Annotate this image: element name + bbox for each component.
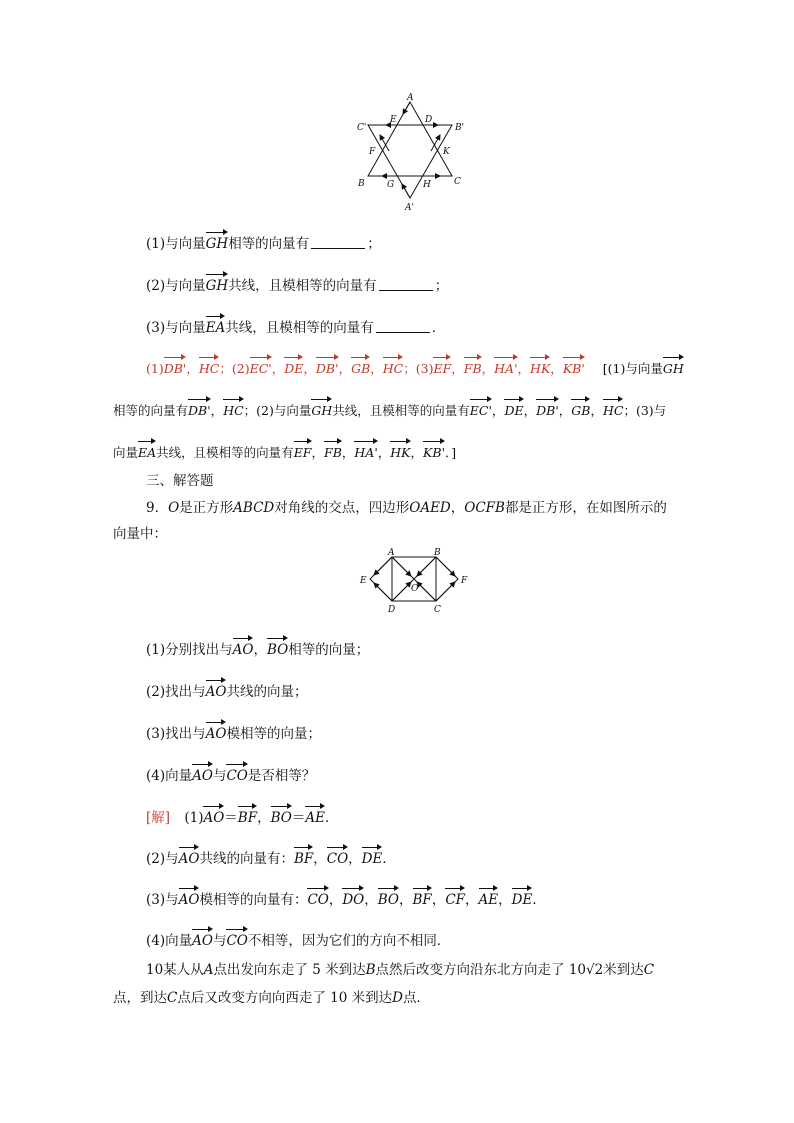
q10-line1: 10某人从A点出发向东走了 5 米到达B点然后改变方向沿东北方向走了 10√2米到达C [146,962,655,978]
label-A: A [388,548,395,558]
label-E: E [390,115,397,125]
section-title: 三、解答题 [146,473,214,489]
square-figure [355,545,475,620]
label-A: A [407,93,414,103]
label-A1: A' [405,203,414,213]
answer-blank [379,277,433,291]
solution9-line2: (2)与AO共线的向量有：BF，CO，DE． [146,843,396,869]
triangle-abc [368,102,452,176]
label-O: O [411,584,419,594]
answer-blank [376,319,430,333]
q9-part2: (2)找出与AO共线的向量； [146,676,307,702]
label-B: B [434,548,441,558]
q9-part1: (1)分别找出与AO，BO相等的向量； [146,634,369,660]
q8-part3: (3)与向量EA共线，且模相等的向量有 ． [146,312,445,338]
label-B1: B' [455,123,465,133]
q9-intro-line1: 9．O是正方形ABCD对角线的交点，四边形OAED，OCFB都是正方形，在如图所示的 [146,500,667,516]
label-C: C [434,605,441,615]
answer8-line2: 相等的向量有DB'，HC；(2)与向量GH共线，且模相等的向量有EC'，DE，DB'，GB，HC；(3)与 [113,395,666,421]
label-D: D [425,115,433,125]
label-B: B [358,179,365,189]
label-G: G [387,180,395,190]
label-H: H [423,180,431,190]
label-D: D [388,605,396,615]
label-F: F [369,147,376,157]
q8-part1: (1)与向量GH相等的向量有 ； [146,228,381,254]
solution9-line1: [解] (1)AO＝BF，BO＝AE． [146,802,338,828]
answer-blank [311,235,365,249]
q9-part3: (3)找出与AO模相等的向量； [146,718,321,744]
q8-part2: (2)与向量GH共线，且模相等的向量有 ； [146,270,448,296]
q9-part4: (4)向量AO与CO是否相等？ [146,760,315,786]
answer8-line1: (1)DB'，HC；(2)EC'，DE，DB'，GB，HC；(3)EF，FB，HA'，HK，KB' [(1)与向量GH [146,353,684,379]
q10-line2: 点，到达C点后又改变方向向西走了 10 米到达D点． [113,990,430,1006]
label-C1: C' [357,123,367,133]
star-figure [350,90,470,215]
label-F: F [461,576,468,586]
q9-intro-line2: 向量中： [113,526,167,542]
label-K: K [443,147,450,157]
solution-tag: [解] [146,810,171,826]
label-C: C [454,177,461,187]
answer8-line3: 向量EA共线，且模相等的向量有EF，FB，HA'，HK，KB'．] [113,437,456,463]
solution9-line4: (4)向量AO与CO不相等，因为它们的方向不相同． [146,925,450,951]
solution9-line3: (3)与AO模相等的向量有：CO，DO，BO，BF，CF，AE，DE． [146,884,546,910]
label-E: E [360,576,367,586]
